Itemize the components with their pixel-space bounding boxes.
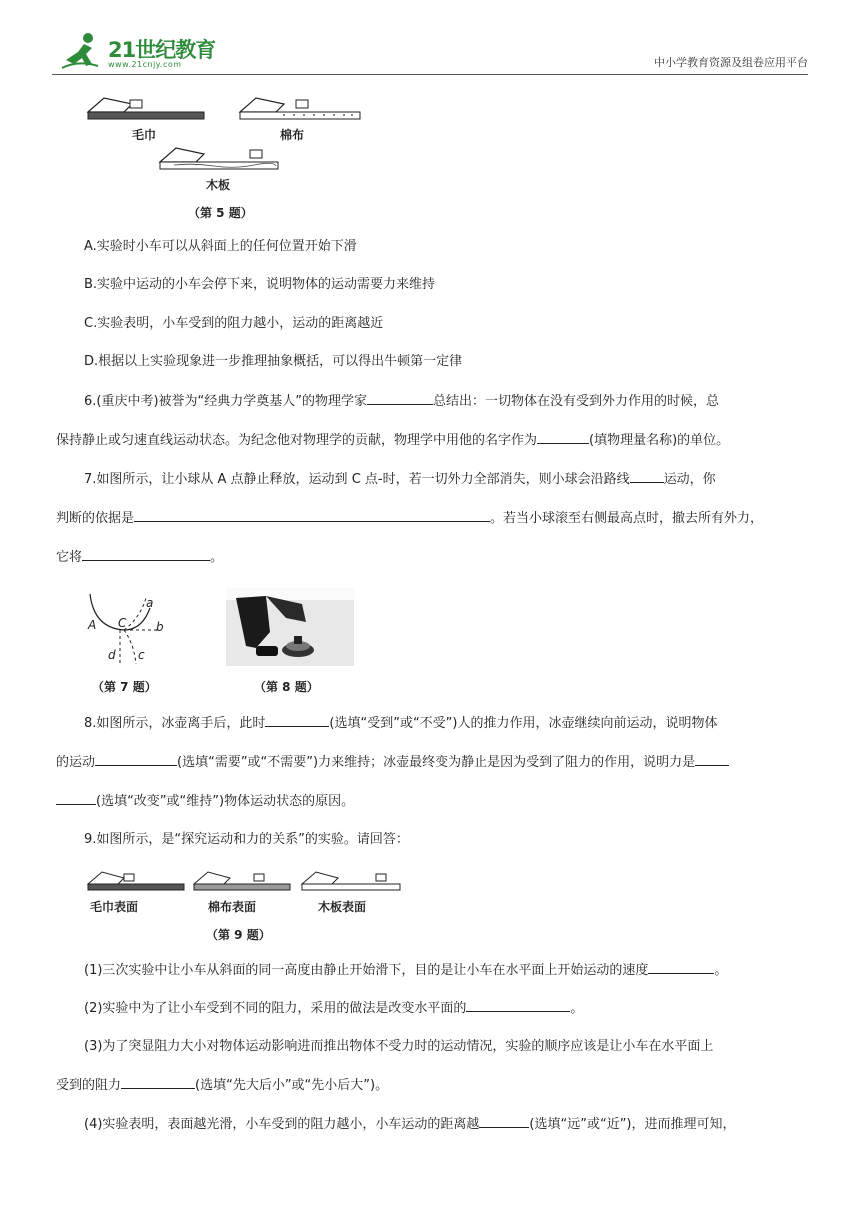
answer-blank[interactable] [56,791,96,805]
question-8-line-3 [0,791,860,812]
text: 判断的依据是 [56,511,135,526]
text: 。 [210,550,224,565]
label-towel: 毛巾 [132,128,157,142]
option-a: A.实验时小车可以从斜面上的任何位置开始下滑 [84,239,357,254]
figure-9 [84,864,404,950]
text: 总结出：一切物体在没有受到外力作用的时候，总 [433,394,720,409]
answer-blank[interactable] [121,1075,195,1089]
text: (选填“受到”或“不受”)人的推力作用，冰壶继续向前运动，说明物体 [329,716,718,731]
page-header [52,30,808,75]
figure-8 [226,588,354,700]
answer-blank[interactable] [367,391,433,405]
figure-7 [80,588,200,700]
question-7-line-3 [0,547,860,568]
question-8-line-1 [0,713,860,734]
question-7-line-2 [0,508,860,529]
answer-blank[interactable] [695,752,729,766]
text: 它将 [56,550,83,565]
figure-caption: （第 8 题） [254,680,319,694]
text: 。若当小球滚至右侧最高点时，撤去所有外力， [490,511,764,526]
text: (1)三次实验中让小车从斜面的同一高度由静止开始滑下，目的是让小车在水平面上开始运动的速度 [84,963,649,978]
option-d: D.根据以上实验现象进一步推理抽象概括，可以得出牛顿第一定律 [84,354,463,369]
text: (填物理量名称)的单位。 [589,433,730,448]
point-label: A [88,618,97,632]
label-cotton: 棉布 [280,128,305,142]
text: (选填“需要”或“不需要”)力来维持；冰壶最终变为静止是因为受到了阻力的作用，说明力是 [177,755,696,770]
answer-blank[interactable] [537,430,589,444]
path-label: d [108,648,116,662]
text: 7.如图所示，让小球从 A 点静止释放，运动到 C 点-时，若一切外力全部消失，则小球会沿路线 [84,472,630,487]
text: 。 [714,963,728,978]
figure-caption: （第 7 题） [92,680,157,694]
question-9-part-1 [0,960,860,981]
text: (选填“先大后小”或“先小后大”)。 [195,1078,389,1093]
label-cotton-surface: 棉布表面 [208,900,257,914]
path-label: a [146,596,154,610]
question-9-part-3-cont [0,1075,860,1096]
question-9-part-2 [0,998,860,1019]
answer-blank[interactable] [630,469,664,483]
answer-blank[interactable] [95,752,177,766]
logo-text: 21世纪教育 [108,38,216,62]
text: (选填“远”或“近”)，进而推理可知， [529,1117,736,1132]
text: 保持静止或匀速直线运动状态。为纪念他对物理学的贡献，物理学中用他的名字作为 [56,433,538,448]
answer-blank[interactable] [466,998,570,1012]
text: 。 [570,1001,584,1016]
runner-logo-icon [58,30,102,74]
label-board: 木板 [206,178,231,192]
question-9-part-4 [0,1114,860,1135]
option-c: C.实验表明，小车受到的阻力越小，运动的距离越近 [84,316,384,331]
platform-label: 中小学教育资源及组卷应用平台 [654,56,808,69]
logo-url: www.21cnjy.com [108,60,182,69]
label-towel-surface: 毛巾表面 [90,900,139,914]
figure-5 [84,92,364,224]
curling-photo [226,588,354,666]
question-6-line-1 [0,391,860,412]
path-label: b [156,620,164,634]
text: (选填“改变”或“维持”)物体运动状态的原因。 [96,794,355,809]
text: (2)实验中为了让小车受到不同的阻力，采用的做法是改变水平面的 [84,1001,467,1016]
question-7-line-1 [0,469,860,490]
text: (4)实验表明，表面越光滑，小车受到的阻力越小，小车运动的距离越 [84,1117,480,1132]
logo [58,30,258,74]
question-6-line-2 [0,430,860,451]
answer-blank[interactable] [265,713,329,727]
answer-blank[interactable] [82,547,210,561]
figure-caption: （第 5 题） [188,206,253,220]
text: 8.如图所示，冰壶离手后，此时 [84,716,266,731]
answer-blank[interactable] [648,960,714,974]
label-board-surface: 木板表面 [318,900,367,914]
text: 运动，你 [663,472,716,487]
option-b: B.实验中运动的小车会停下来，说明物体的运动需要力来维持 [84,277,436,292]
text: 6.(重庆中考)被誉为“经典力学奠基人”的物理学家 [84,394,368,409]
figure-caption: （第 9 题） [206,928,271,942]
answer-blank[interactable] [479,1114,529,1128]
text: 受到的阻力 [56,1078,122,1093]
path-label: c [138,648,145,662]
question-8-line-2 [0,752,860,773]
incline-surfaces-diagram [84,864,404,892]
answer-blank[interactable] [134,508,490,522]
point-label: C [118,616,127,630]
question-9-part-3: (3)为了突显阻力大小对物体运动影响进而推出物体不受力时的运动情况，实验的顺序应该是让小车在水平面上 [84,1039,714,1054]
text: 的运动 [56,755,96,770]
question-9-intro: 9.如图所示，是“探究运动和力的关系”的实验。请回答： [84,832,409,847]
